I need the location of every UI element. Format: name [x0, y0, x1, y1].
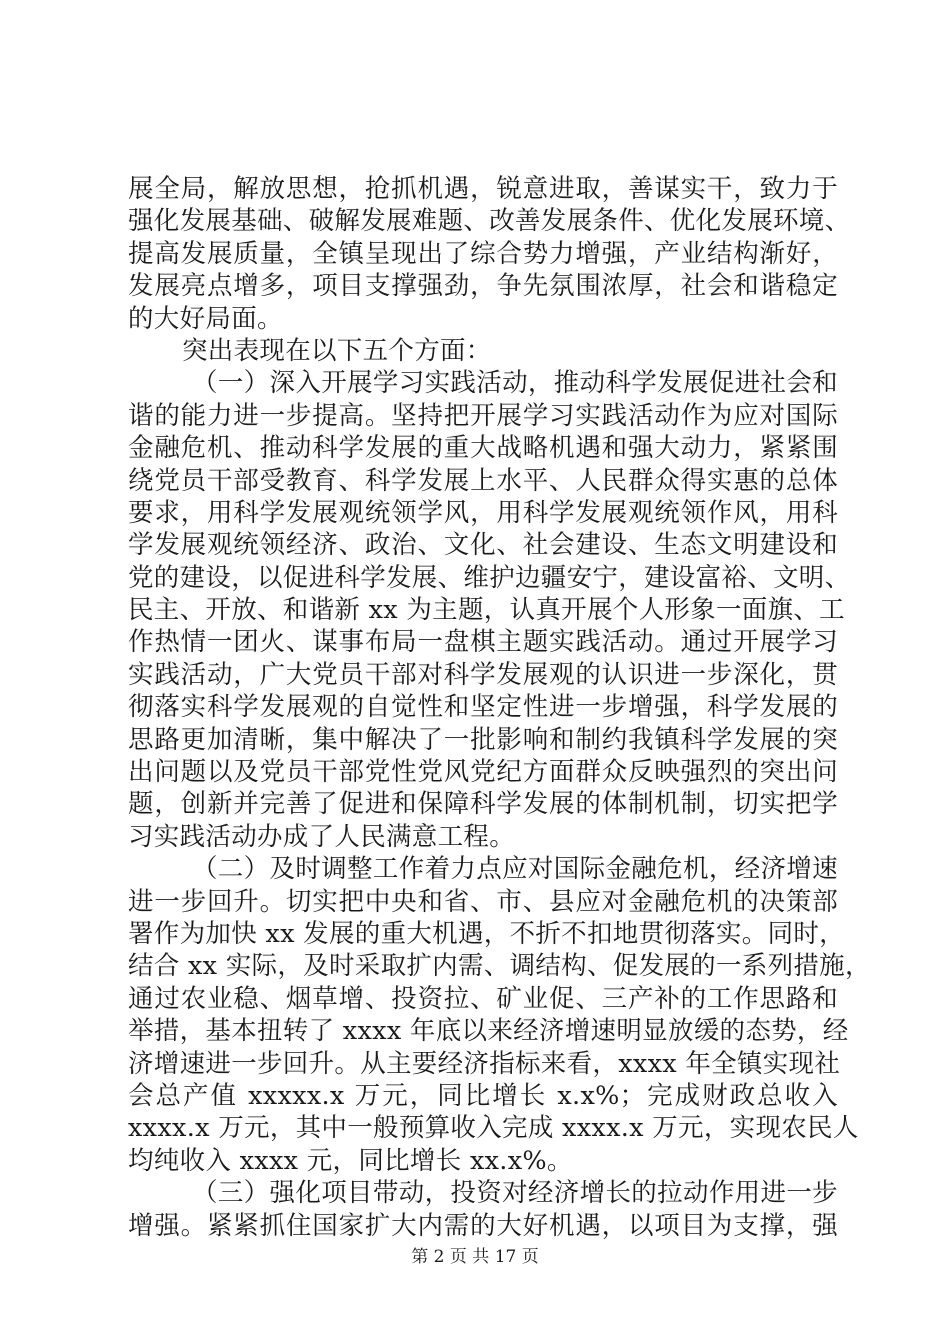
text-line: （三）强化项目带动，投资对经济增长的拉动作用进一步 [192, 1178, 838, 1209]
text-line: 出问题以及党员干部党性党风党纪方面群众反映强烈的突出问 [128, 757, 838, 788]
text-line: 习实践活动办成了人民满意工程。 [128, 821, 516, 852]
text-line: 济增速进一步回升。从主要经济指标来看，xxxx 年全镇实现社 [128, 1048, 841, 1079]
text-line: 均纯收入 xxxx 元，同比增长 xx.x%。 [128, 1145, 573, 1176]
text-line: 作热情一团火、谋事布局一盘棋主题实践活动。通过开展学习 [128, 627, 838, 658]
text-line: 的大好局面。 [128, 303, 283, 334]
text-line: 彻落实科学发展观的自觉性和坚定性进一步增强，科学发展的 [128, 692, 838, 723]
text-line: 强化发展基础、破解发展难题、改善发展条件、优化发展环境、 [128, 206, 851, 237]
text-line: 金融危机、推动科学发展的重大战略机遇和强大动力，紧紧围 [128, 433, 838, 464]
text-line: 实践活动，广大党员干部对科学发展观的认识进一步深化，贯 [128, 659, 838, 690]
page-footer: 第 2 页 共 17 页 [411, 1247, 539, 1267]
text-line: 提高发展质量，全镇呈现出了综合势力增强，产业结构渐好， [128, 238, 838, 269]
document-body [128, 173, 871, 1242]
text-line: 展全局，解放思想，抢抓机遇，锐意进取，善谋实干，致力于 [128, 174, 838, 204]
text-line: 民主、开放、和谐新 xx 为主题，认真开展个人形象一面旗、工 [128, 595, 845, 626]
text-line: （二）及时调整工作着力点应对国际金融危机，经济增速 [192, 854, 838, 885]
text-line: 谐的能力进一步提高。坚持把开展学习实践活动作为应对国际 [128, 400, 838, 431]
text-line: （一）深入开展学习实践活动，推动科学发展促进社会和 [192, 368, 838, 399]
text-line: 题，创新并完善了促进和保障科学发展的体制机制，切实把学 [128, 789, 838, 820]
text-line: 通过农业稳、烟草增、投资拉、矿业促、三产补的工作思路和 [128, 983, 838, 1014]
text-line: 会总产值 xxxxx.x 万元，同比增长 x.x%；完成财政总收入 [128, 1080, 838, 1111]
text-line: xxxx.x 万元，其中一般预算收入完成 xxxx.x 万元，实现农民人 [128, 1113, 859, 1144]
text-line: 结合 xx 实际，及时采取扩内需、调结构、促发展的一系列措施， [128, 951, 871, 982]
text-line: 学发展观统领经济、政治、文化、社会建设、生态文明建设和 [128, 530, 838, 561]
text-line: 要求，用科学发展观统领学风，用科学发展观统领作风，用科 [128, 497, 838, 528]
text-line: 思路更加清晰，集中解决了一批影响和制约我镇科学发展的突 [128, 724, 838, 755]
text-line: 突出表现在以下五个方面： [182, 335, 492, 366]
text-line: 党的建设，以促进科学发展、维护边疆安宁，建设富裕、文明、 [128, 562, 851, 593]
text-line: 发展亮点增多，项目支撑强劲，争先氛围浓厚，社会和谐稳定 [128, 271, 838, 302]
text-line: 增强。紧紧抓住国家扩大内需的大好机遇，以项目为支撑，强 [128, 1210, 838, 1241]
text-line: 署作为加快 xx 发展的重大机遇，不折不扣地贯彻落实。同时， [128, 918, 845, 949]
text-line: 绕党员干部受教育、科学发展上水平、人民群众得实惠的总体 [128, 465, 838, 496]
text-line: 进一步回升。切实把中央和省、市、县应对金融危机的决策部 [128, 886, 838, 917]
text-line: 举措，基本扭转了 xxxx 年底以来经济增速明显放缓的态势，经 [128, 1016, 849, 1047]
